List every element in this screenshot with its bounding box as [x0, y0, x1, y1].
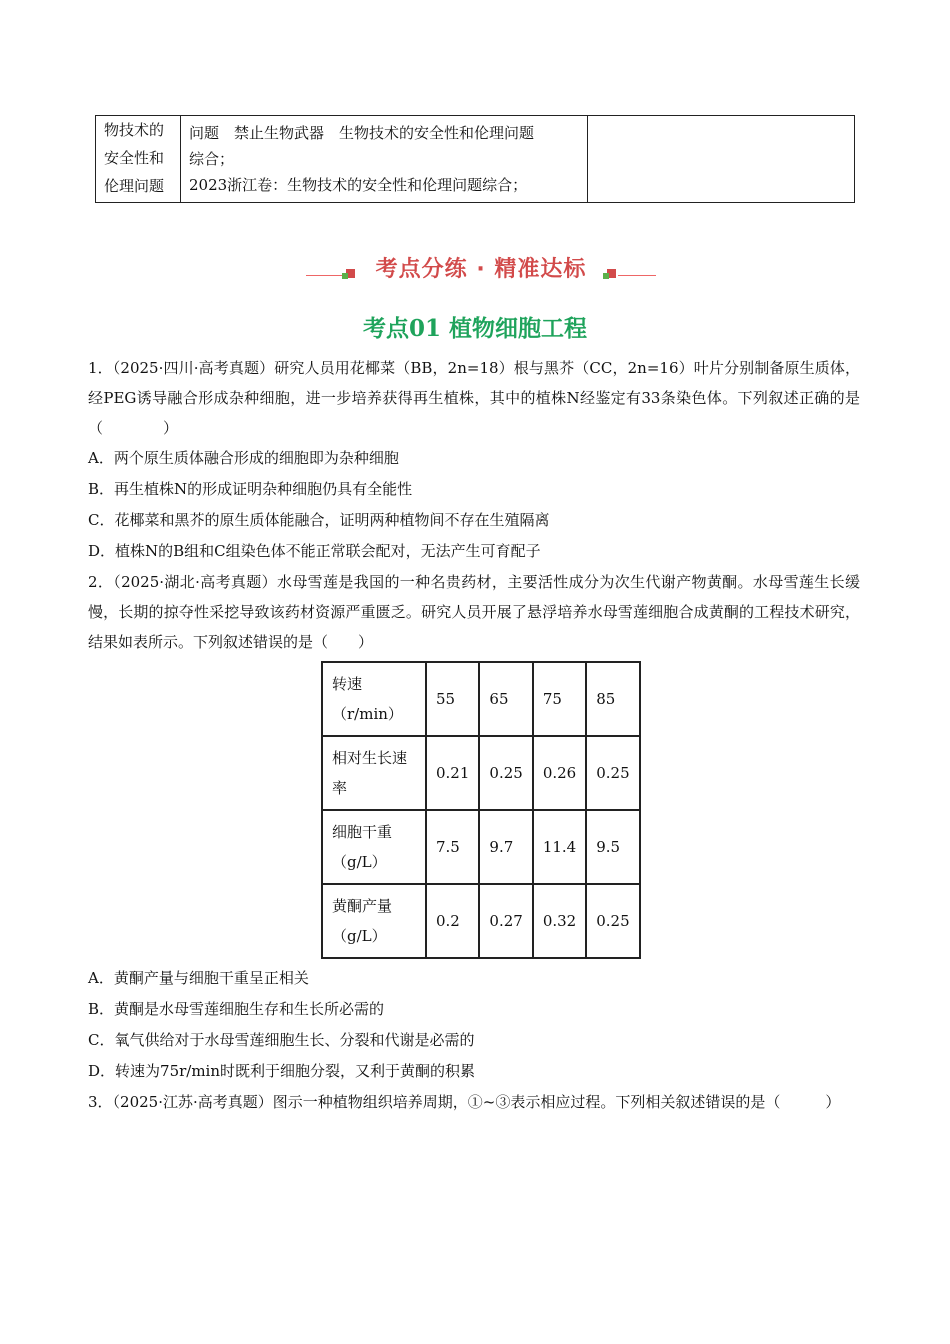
question-2-option-b: B．黄酮是水母雪莲细胞生存和生长所必需的: [88, 1000, 385, 1018]
cell-value: 7.5: [426, 810, 479, 884]
question-2-option-a: A．黄酮产量与细胞干重呈正相关: [88, 969, 309, 987]
cell-value: 0.27: [479, 884, 532, 958]
cell-value: 75: [533, 662, 586, 736]
table-row: [322, 810, 640, 884]
exam-line: 综合；: [189, 150, 235, 168]
exam-line: 2023浙江卷：生物技术的安全性和伦理问题综合；: [189, 176, 528, 194]
cell-value: 55: [426, 662, 479, 736]
cell-value: 0.26: [533, 736, 586, 810]
cell-value: 0.21: [426, 736, 479, 810]
empty-cell: [588, 116, 855, 203]
cell-value: 11.4: [533, 810, 586, 884]
curriculum-table: [95, 115, 855, 203]
banner-square-icon: [607, 269, 616, 278]
row-label: 相对生长速率: [322, 736, 426, 810]
question-2-option-d: D．转速为75r/min时既利于细胞分裂，又利于黄酮的积累: [88, 1062, 476, 1080]
cell-value: 9.5: [586, 810, 639, 884]
row-label: 黄酮产量（g/L）: [322, 884, 426, 958]
cell-value: 65: [479, 662, 532, 736]
question-3-stem: 3．（2025·江苏·高考真题）图示一种植物组织培养周期，①~③表示相应过程。下列相关叙述错误的是（ ）: [88, 1093, 841, 1111]
row-label: 细胞干重（g/L）: [322, 810, 426, 884]
row-label: 转速（r/min）: [322, 662, 426, 736]
banner-line-right: [618, 275, 656, 276]
cell-value: 0.25: [586, 884, 639, 958]
cell-value: 0.25: [586, 736, 639, 810]
table-row: [322, 736, 640, 810]
question-1-option-a: A．两个原生质体融合形成的细胞即为杂种细胞: [88, 449, 399, 467]
exam-cell: [181, 116, 588, 203]
question-1-option-b: B．再生植株N的形成证明杂种细胞仍具有全能性: [88, 480, 413, 498]
table-row: [96, 116, 855, 203]
banner-line-left: [306, 275, 344, 276]
banner-text: 考点分练 · 精准达标: [375, 257, 587, 282]
questions: [88, 353, 860, 1117]
question-1-option-c: C．花椰菜和黑芥的原生质体能融合，证明两种植物间不存在生殖隔离: [88, 511, 550, 529]
table-row: [322, 884, 640, 958]
section-banner: [300, 252, 662, 288]
cell-value: 0.25: [479, 736, 532, 810]
cell-value: 0.32: [533, 884, 586, 958]
table-row: [322, 662, 640, 736]
question-1-stem: 1．（2025·四川·高考真题）研究人员用花椰菜（BB，2n=18）根与黑芥（CC，2n=16）叶片分别制备原生质体，经PEG诱导融合形成杂种细胞，进一步培养获得再生植株，其中的植株N经鉴定有33条染色体。下列叙述正确的是（ ）: [88, 359, 860, 437]
question-2-stem: 2．（2025·湖北·高考真题）水母雪莲是我国的一种名贵药材，主要活性成分为次生代谢产物黄酮。水母雪莲生长缓慢，长期的掠夺性采挖导致该药材资源严重匮乏。研究人员开展了悬浮培养水母雪莲细胞合成黄酮的工程技术研究，结果如表所示。下列叙述错误的是（ ）: [88, 573, 860, 651]
flavonoid-data-table: [321, 661, 641, 959]
question-1-option-d: D．植株N的B组和C组染色体不能正常联会配对，无法产生可育配子: [88, 542, 541, 560]
exam-line: 问题 禁止生物武器 生物技术的安全性和伦理问题: [189, 124, 535, 142]
cell-value: 9.7: [479, 810, 532, 884]
question-2-option-c: C．氧气供给对于水母雪莲细胞生长、分裂和代谢是必需的: [88, 1031, 475, 1049]
cell-value: 0.2: [426, 884, 479, 958]
section-title: 考点01 植物细胞工程: [362, 315, 587, 342]
banner-square-icon: [346, 269, 355, 278]
cell-value: 85: [586, 662, 639, 736]
topic-cell: 物技术的安全性和伦理问题: [96, 116, 181, 203]
